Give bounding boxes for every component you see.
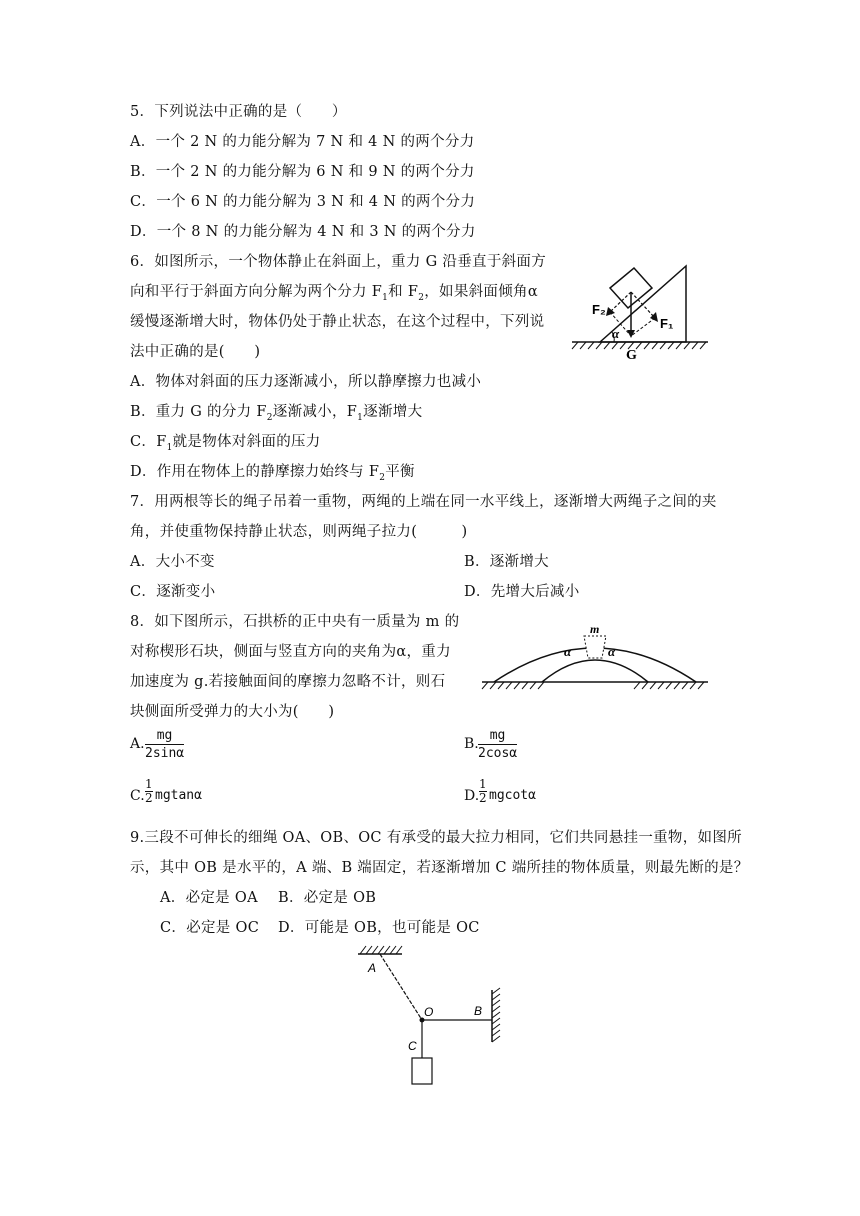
q6-stem-line2: 向和平行于斜面方向分解为两个分力 $F_1$和 $F_2$，如果斜面倾角α xyxy=(130,284,538,303)
q8-option-d-expr: mgcotα xyxy=(489,788,536,803)
q8-stem-line1: 8．如下图所示，石拱桥的正中央有一质量为 m 的 xyxy=(130,614,460,630)
q5-stem: 5．下列说法中正确的是（ ） xyxy=(130,104,347,120)
q5-option-c: C．一个 6 N 的力能分解为 3 N 和 4 N 的两个分力 xyxy=(130,194,476,210)
q7-option-a: A．大小不变 xyxy=(130,554,215,570)
q8-option-a-label: A. xyxy=(130,736,145,752)
q6-stem-line1: 6．如图所示，一个物体静止在斜面上，重力 G 沿垂直于斜面方 xyxy=(130,254,547,270)
label-a: A xyxy=(368,961,377,975)
q8-option-d-label: D. xyxy=(464,788,480,804)
q5-option-d: D．一个 8 N 的力能分解为 4 N 和 3 N 的两个分力 xyxy=(130,224,476,240)
q7-option-b: B．逐渐增大 xyxy=(464,554,549,570)
label-g: G xyxy=(626,348,637,362)
label-m: m xyxy=(590,622,600,636)
arch-bridge-diagram xyxy=(480,620,710,692)
q9-option-c: C．必定是 OC xyxy=(160,920,260,936)
label-o: O xyxy=(424,1005,434,1019)
q7-stem-line2: 角，并使重物保持静止状态，则两绳子拉力( ) xyxy=(130,524,468,540)
label-c: C xyxy=(408,1039,417,1053)
label-alpha-right: α xyxy=(608,644,616,659)
q8-option-c-expr: mgtanα xyxy=(155,788,202,803)
q7-option-d: D．先增大后减小 xyxy=(464,584,580,600)
q8-option-b-fraction: $\frac{mg}{2\cos\alpha}$ xyxy=(478,728,518,761)
q6-stem-line3: 缓慢逐渐增大时，物体仍处于静止状态，在这个过程中，下列说 xyxy=(130,314,545,330)
q6-option-d: D．作用在物体上的静摩擦力始终与 $F_2$平衡 xyxy=(130,464,415,483)
q5-option-b: B．一个 2 N 的力能分解为 6 N 和 9 N 的两个分力 xyxy=(130,164,475,180)
q9-option-a: A．必定是 OA xyxy=(160,890,258,906)
q7-option-c: C．逐渐变小 xyxy=(130,584,216,600)
q8-stem-line3: 加速度为 g.若接触面间的摩擦力忽略不计，则石 xyxy=(130,674,446,690)
q6-option-a: A．物体对斜面的压力逐渐减小，所以静摩擦力也减小 xyxy=(130,374,482,390)
label-f1: F₁ xyxy=(660,316,674,331)
q6-option-b: B．重力 G 的分力 $F_2$逐渐减小，$F_1$逐渐增大 xyxy=(130,404,423,423)
q9-option-b: B．必定是 OB xyxy=(278,890,377,906)
label-alpha-left: α xyxy=(564,644,572,659)
three-rope-diagram xyxy=(350,940,520,1090)
q8-option-c-label: C. xyxy=(130,788,145,804)
q5-option-a: A．一个 2 N 的力能分解为 7 N 和 4 N 的两个分力 xyxy=(130,134,475,150)
q8-option-d-half: 1 2 xyxy=(479,777,487,805)
q8-option-c-half: 1 2 xyxy=(145,777,153,805)
label-b: B xyxy=(474,1004,483,1018)
q8-option-b-label: B. xyxy=(464,736,479,752)
label-alpha: α xyxy=(612,326,620,341)
q6-stem-line4: 法中正确的是( ) xyxy=(130,344,261,360)
q9-stem-line2: 示，其中 OB 是水平的，A 端、B 端固定，若逐渐增加 C 端所挂的物体质量，则最先断的是？ xyxy=(130,860,749,876)
incline-diagram xyxy=(570,262,710,362)
q8-stem-line2: 对称楔形石块，侧面与竖直方向的夹角为α，重力 xyxy=(130,644,451,660)
q7-stem-line1: 7．用两根等长的绳子吊着一重物，两绳的上端在同一水平线上，逐渐增大两绳子之间的夹 xyxy=(130,494,717,510)
q6-option-c: C．$F_1$就是物体对斜面的压力 xyxy=(130,434,321,453)
q9-option-d: D．可能是 OB，也可能是 OC xyxy=(278,920,480,936)
q9-stem-line1: 9.三段不可伸长的细绳 OA、OB、OC 有承受的最大拉力相同，它们共同悬挂一重物，如图所 xyxy=(130,830,742,846)
q8-stem-line4: 块侧面所受弹力的大小为( ) xyxy=(130,704,335,720)
label-f2: F₂ xyxy=(592,302,606,317)
q8-option-a-fraction: $\frac{mg}{2\sin\alpha}$ xyxy=(145,728,185,761)
